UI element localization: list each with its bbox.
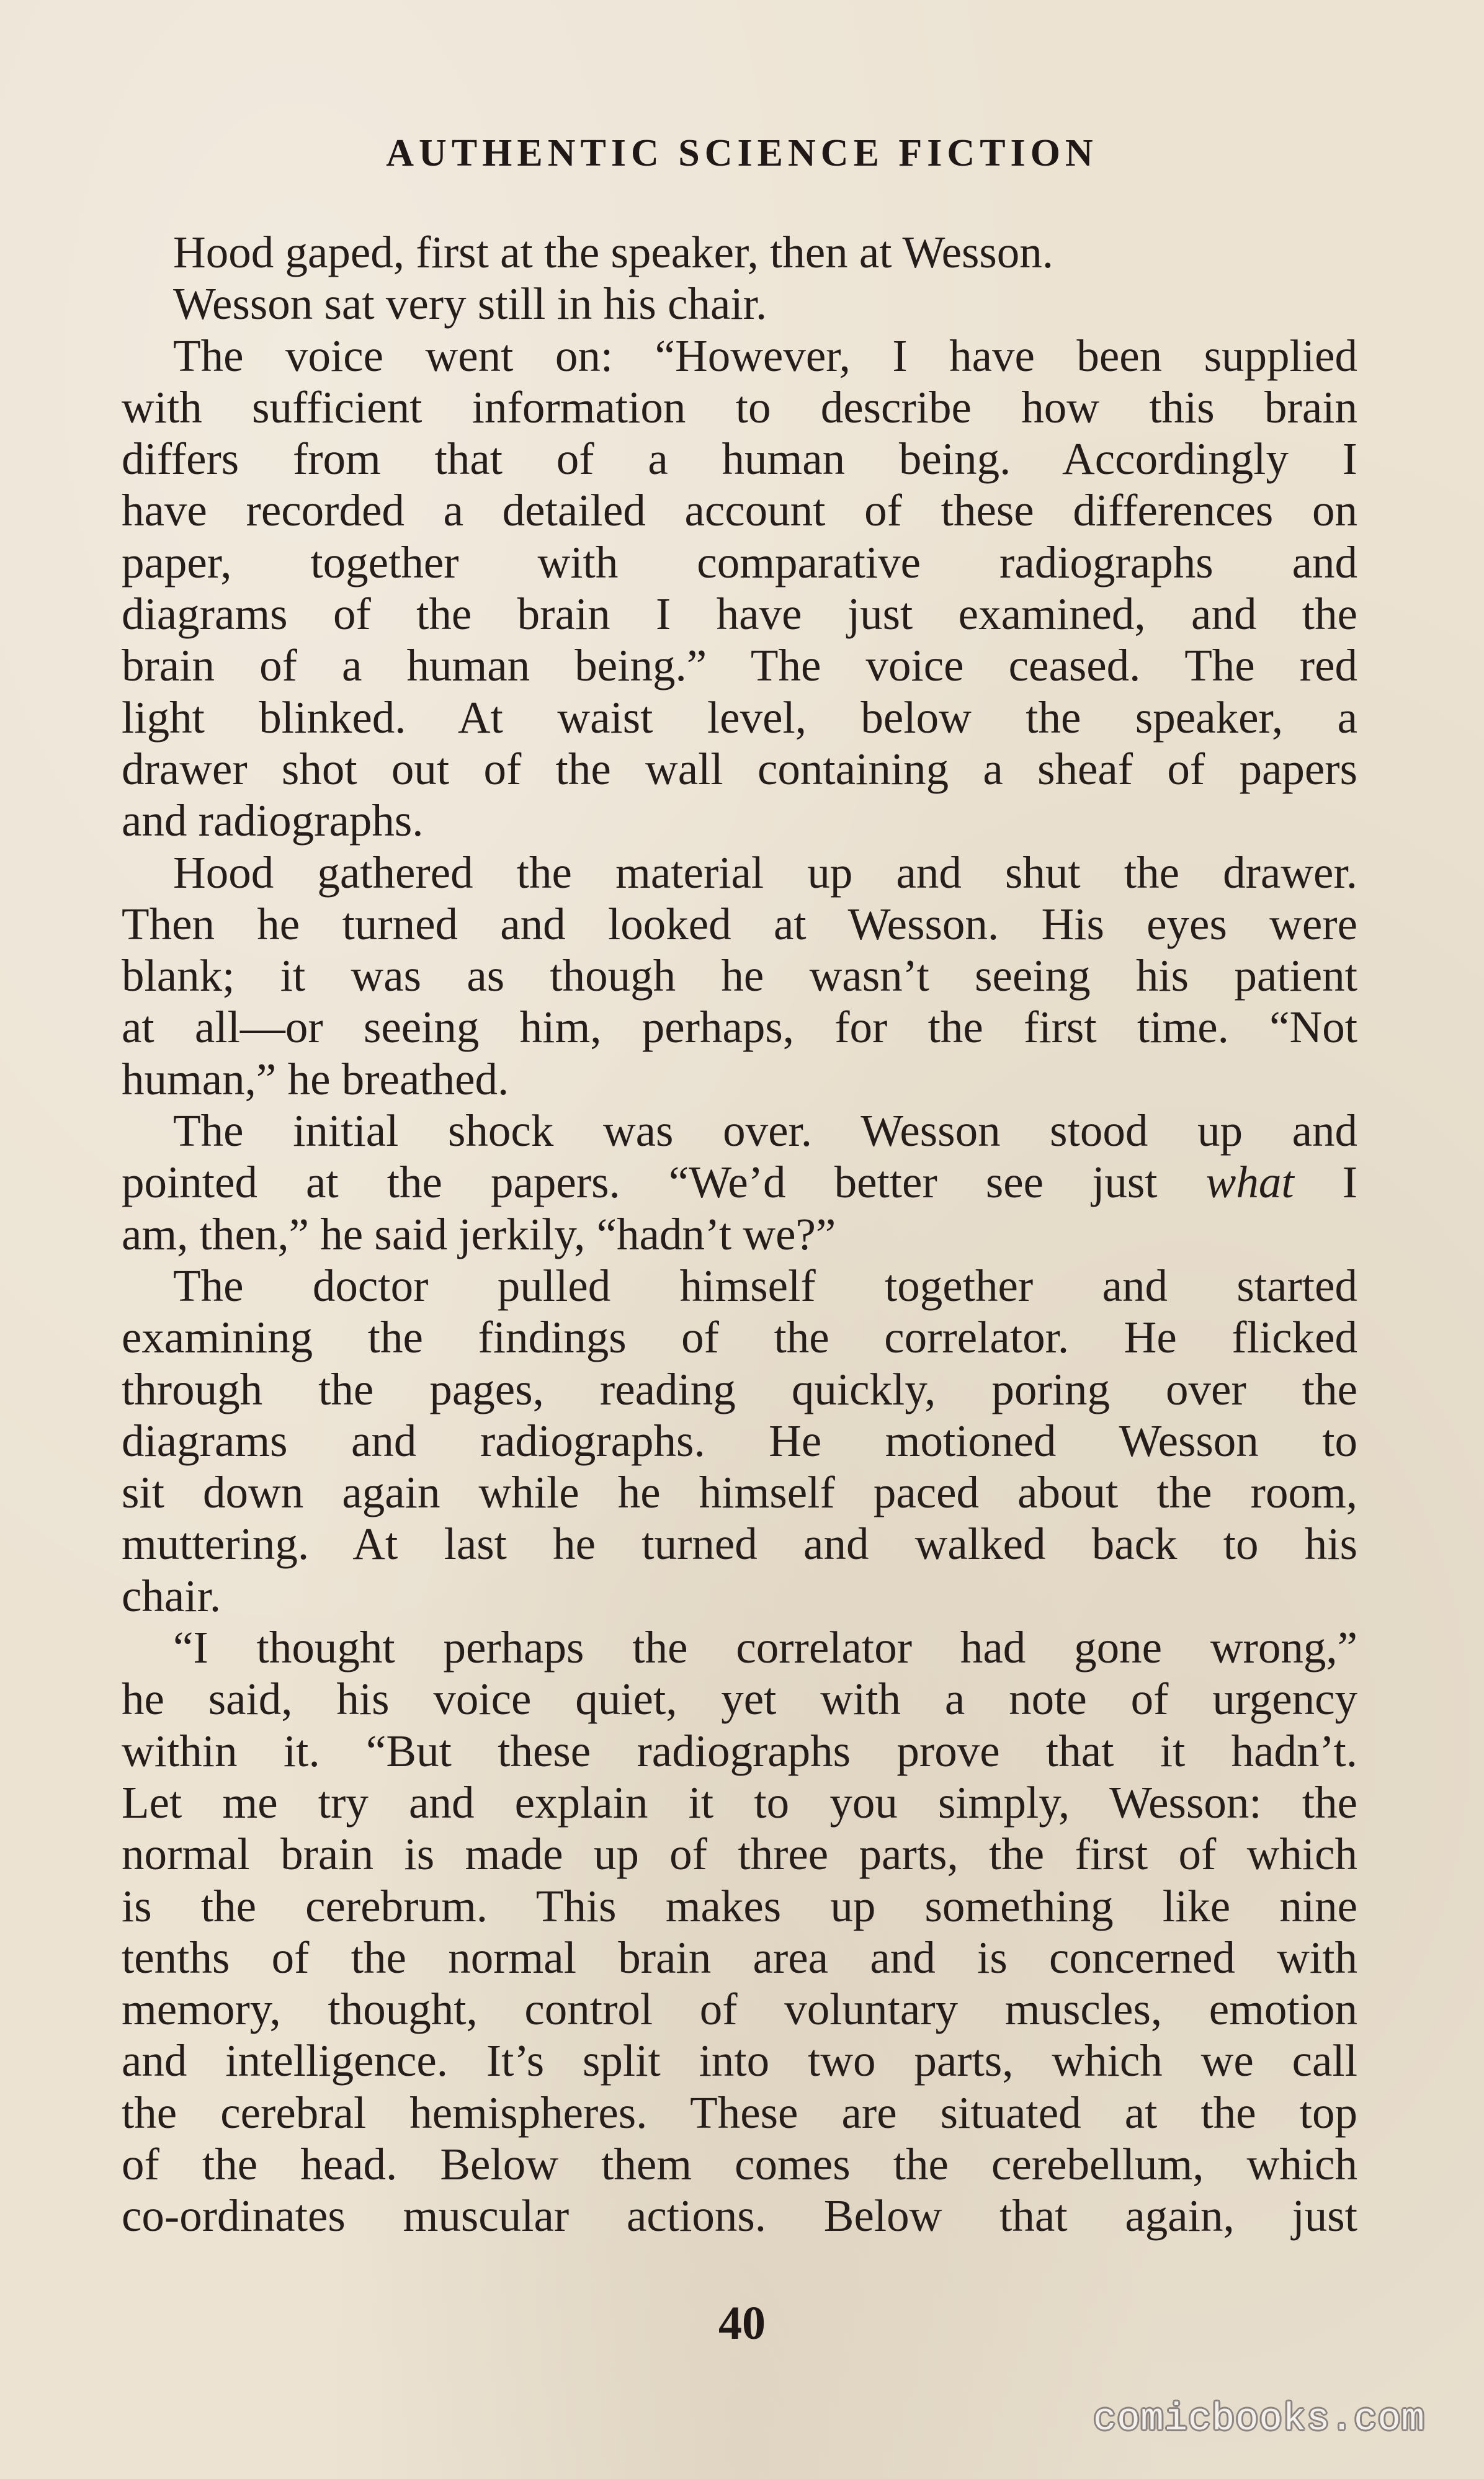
text-line: he said, his voice quiet, yet with a note of urgency	[122, 1674, 1357, 1725]
text-line: The doctor pulled himself together and started	[173, 1260, 1357, 1311]
page-number: 40	[718, 2297, 766, 2349]
text-line: co-ordinates muscular actions. Below that again, just	[122, 2191, 1357, 2241]
text-line: am, then,” he said jerkily, “hadn’t we?”	[122, 1208, 836, 1259]
text-line: differs from that of a human being. Accordingly I	[122, 434, 1357, 485]
text-line-with-italic	[122, 1156, 1357, 1208]
text-line: normal brain is made up of three parts, the first of which	[122, 1829, 1357, 1880]
text-line: with sufficient information to describe how this brain	[122, 382, 1357, 432]
text-line: is the cerebrum. This makes up something like nine	[122, 1880, 1357, 1931]
text-line: Wesson sat very still in his chair.	[173, 279, 767, 329]
text-line: diagrams of the brain I have just examined, and the	[122, 589, 1357, 640]
text-line: drawer shot out of the wall containing a sheaf of papers	[122, 743, 1357, 794]
text-line: muttering. At last he turned and walked back to his	[122, 1519, 1357, 1570]
text-line: at all—or seeing him, perhaps, for the first time. “Not	[122, 1002, 1357, 1053]
text-line: “I thought perhaps the correlator had gone wrong,”	[173, 1622, 1357, 1673]
text-line: the cerebral hemispheres. These are situated at the top	[122, 2087, 1357, 2138]
text-line: The voice went on: “However, I have been supplied	[173, 330, 1357, 381]
text-line: and intelligence. It’s split into two parts, which we call	[122, 2035, 1357, 2086]
text-line: Hood gathered the material up and shut the drawer.	[173, 847, 1357, 898]
text-line: examining the findings of the correlator. He flicked	[122, 1312, 1357, 1363]
text-line: The initial shock was over. Wesson stood up and	[173, 1106, 1357, 1156]
text-line: of the head. Below them comes the cerebellum, which	[122, 2138, 1357, 2189]
text-line: brain of a human being.” The voice ceased. The red	[122, 640, 1357, 691]
text-line: through the pages, reading quickly, poring over the	[122, 1364, 1357, 1414]
watermark: comicbooks.com	[1093, 2397, 1425, 2441]
text-fragment: I	[1342, 1157, 1358, 1208]
text-line: Hood gaped, first at the speaker, then at Wesson.	[173, 227, 1054, 277]
text-line: paper, together with comparative radiographs and	[122, 537, 1357, 587]
text-line: memory, thought, control of voluntary muscles, emotion	[122, 1984, 1357, 2035]
text-line: sit down again while he himself paced about the room,	[122, 1467, 1357, 1518]
text-line: chair.	[122, 1570, 221, 1621]
text-line: blank; it was as though he wasn’t seeing his patient	[122, 950, 1357, 1001]
running-head: AUTHENTIC SCIENCE FICTION	[386, 132, 1098, 174]
text-line: within it. “But these radiographs prove that it hadn’t.	[122, 1725, 1357, 1776]
text-line: and radiographs.	[122, 795, 424, 846]
text-line: Then he turned and looked at Wesson. His eyes were	[122, 898, 1357, 949]
text-line: have recorded a detailed account of these differences on	[122, 485, 1357, 536]
text-fragment: pointed at the papers. “We’d better see just	[122, 1157, 1158, 1208]
italic-word: what	[1205, 1157, 1294, 1208]
text-line: light blinked. At waist level, below the speaker, a	[122, 692, 1357, 743]
body-text	[122, 226, 1357, 2242]
text-line: tenths of the normal brain area and is concerned with	[122, 1932, 1357, 1983]
text-line: diagrams and radiographs. He motioned Wesson to	[122, 1415, 1357, 1466]
text-line: Let me try and explain it to you simply, Wesson: the	[122, 1777, 1357, 1828]
text-line: human,” he breathed.	[122, 1053, 509, 1104]
